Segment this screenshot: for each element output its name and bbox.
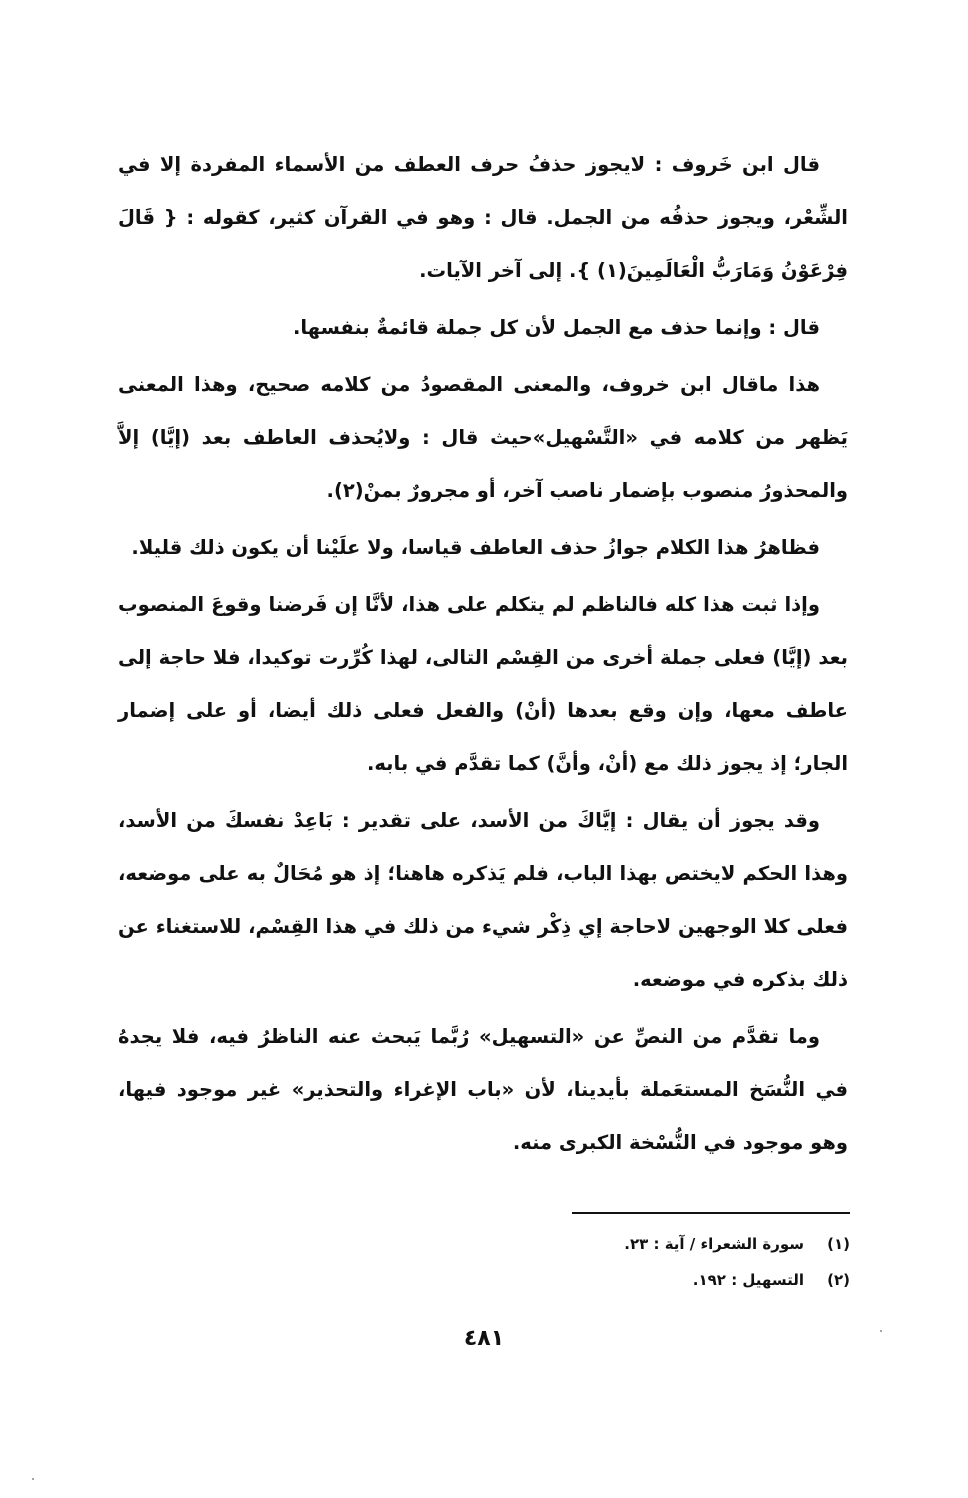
footnote-1 [520, 1226, 850, 1262]
footnotes [520, 1226, 850, 1298]
paragraph-5: وإذا ثبت هذا كله فالناظم لم يتكلم على هذا، لأنَّا إن فَرضنا وقوعَ المنصوب بعد (إيَّا) فعلى جملة أخرى من القِسْم التالى، لهذا كُرِّرت توكيدا، فلا حاجة إلى عاطف معها، وإن وقع بعدها (أنْ) والفعل فعلى ذلك أيضا، أو على إضمار الجار؛ إذ يجوز ذلك مع (أنْ، وأنَّ) كما تقدَّم في بابه. [118, 593, 848, 775]
paragraph-3: هذا ماقال ابن خروف، والمعنى المقصودُ من كلامه صحيح، وهذا المعنى يَظهر من كلامه في «التَّسْهيل»حيث قال : ولايُحذف العاطف بعد (إيَّا) إلاَّ والمحذورُ منصوب بإضمار ناصب آخر، أو مجرورٌ بمنْ(٢). [118, 373, 848, 502]
scan-speck [880, 1330, 882, 1332]
scan-speck [32, 1478, 34, 1480]
footnote-text: التسهيل : ١٩٢. [692, 1271, 804, 1289]
footnote-divider [572, 1212, 850, 1214]
footnote-number: (١) [827, 1235, 850, 1253]
paragraph-2: قال : وإنما حذف مع الجمل لأن كل جملة قائمةٌ بنفسها. [292, 316, 820, 339]
paragraph-1: قال ابن خَروف : لايجوز حذفُ حرف العطف من الأسماء المفردة إلا في الشِّعْر، ويجوز حذفُه من الجمل. قال : وهو في القرآن كثير، كقوله : { قَالَ فِرْعَوْنُ وَمَارَبُّ الْعَالَمِينَ(١) }. إلى آخر الآيات. [118, 153, 848, 282]
footnote-text: سورة الشعراء / آية : ٢٣. [624, 1235, 804, 1253]
page-number: ٤٨١ [463, 1326, 505, 1351]
footnote-2 [520, 1262, 850, 1298]
footnote-number: (٢) [827, 1271, 850, 1289]
paragraph-7: وما تقدَّم من النصِّ عن «التسهيل» رُبَّما يَبحث عنه الناظرُ فيه، فلا يجدهُ في النُّسَخ المستعَملة بأيدينا، لأن «باب الإغراء والتحذير» غير موجود فيها، وهو موجود في النُّسْخة الكبرى منه. [118, 1025, 848, 1154]
paragraph-4: فظاهرُ هذا الكلام جوازُ حذف العاطف قياسا، ولا علَيْنا أن يكون ذلك قليلا. [131, 536, 820, 559]
paragraph-6: وقد يجوز أن يقال : إيَّاكَ من الأسد، على تقدير : بَاعِدْ نفسكَ من الأسد، وهذا الحكم لايختص بهذا الباب، فلم يَذكره هاهنا؛ إذ هو مُحَالٌ به على موضعه، فعلى كلا الوجهين لاحاجة إي ذِكْر شيء من ذلك في هذا القِسْم، للاستغناء عن ذلك بذكره في موضعه. [118, 809, 848, 991]
main-text [118, 138, 848, 1173]
